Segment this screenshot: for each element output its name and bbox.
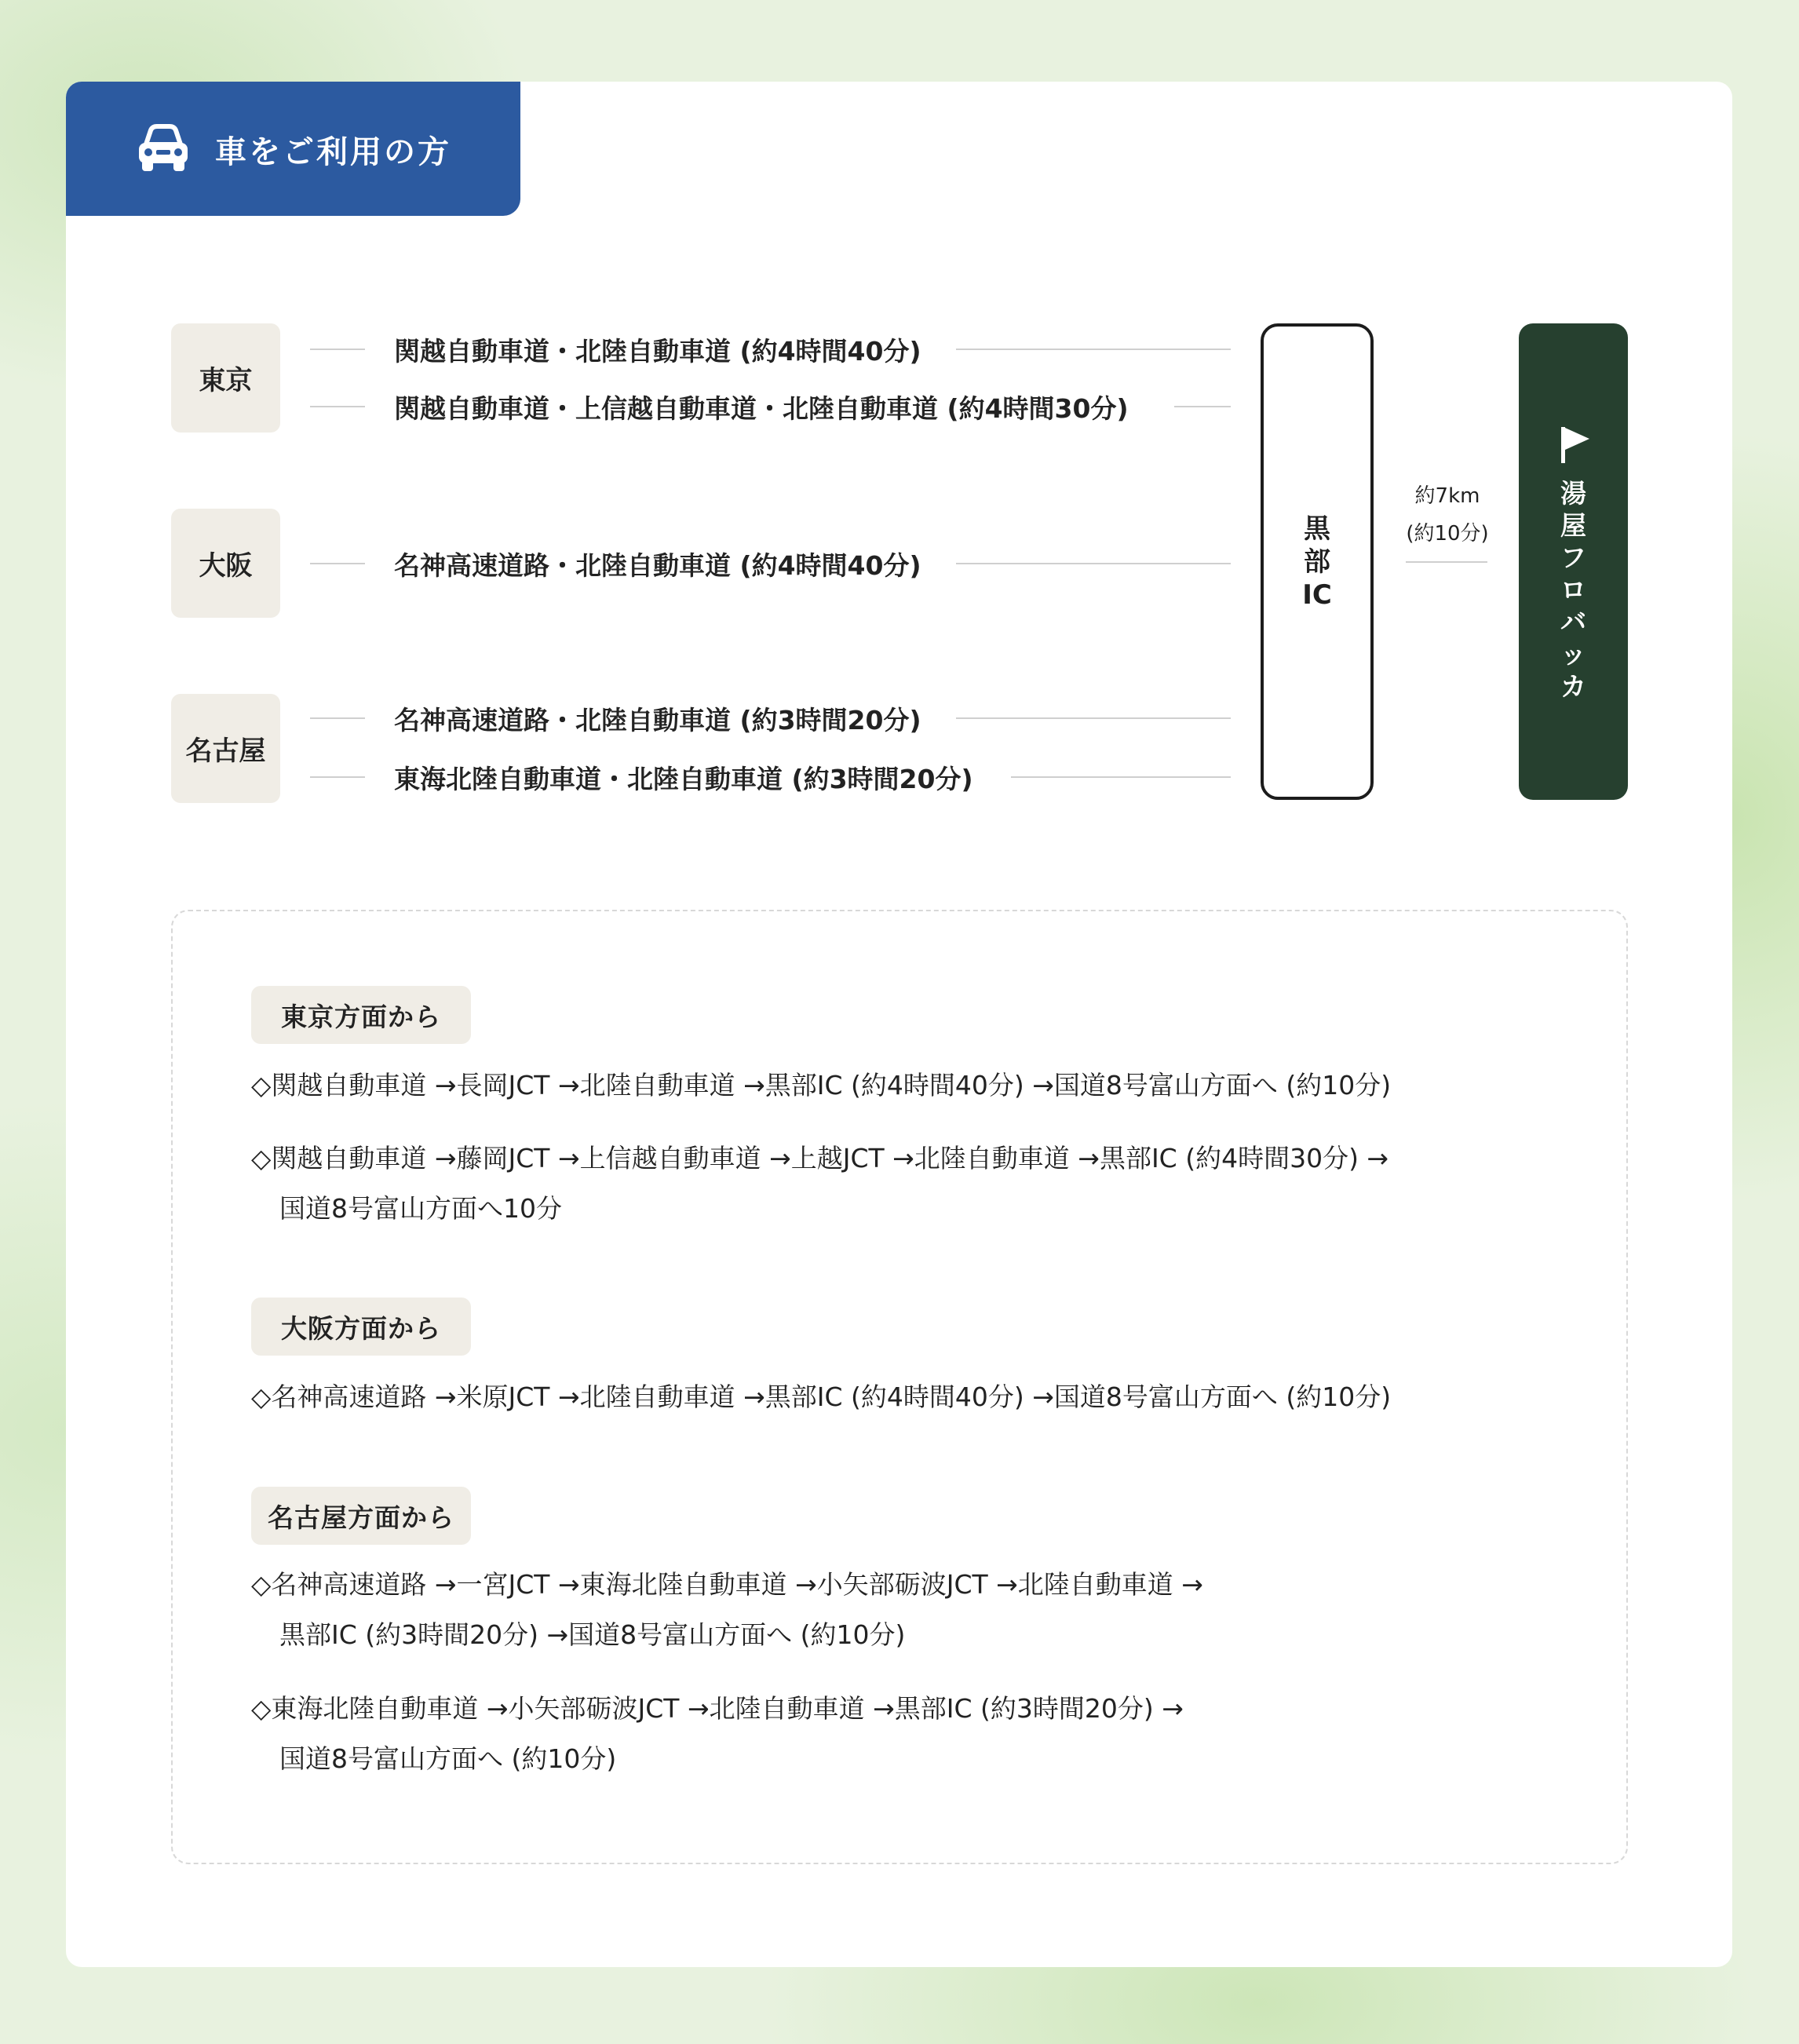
route-label: 関越自動車道・北陸自動車道 (約4時間40分)	[394, 336, 921, 367]
route-connector	[310, 717, 365, 719]
destination-char: ッ	[1560, 639, 1586, 670]
interchange-box	[1261, 323, 1374, 800]
section-title: 車をご利用の方	[215, 134, 451, 170]
section-heading-nagoya: 名古屋方面から	[251, 1487, 471, 1545]
destination-char: カ	[1560, 671, 1586, 702]
interchange-label: 黒部IC	[1302, 513, 1332, 611]
section-heading-osaka: 大阪方面から	[251, 1298, 471, 1356]
route-connector	[956, 717, 1231, 719]
route-label: 東海北陸自動車道・北陸自動車道 (約3時間20分)	[394, 764, 973, 794]
destination-char: バ	[1560, 607, 1586, 637]
route-label: 関越自動車道・上信越自動車道・北陸自動車道 (約4時間30分)	[394, 393, 1129, 424]
route-detail-text: 黒部IC (約3時間20分) →国道8号富山方面へ (約10分)	[279, 1619, 906, 1650]
route-label: 名神高速道路・北陸自動車道 (約3時間20分)	[394, 705, 921, 735]
route-detail-item	[251, 1372, 1391, 1422]
car-icon	[137, 124, 190, 173]
route-connector	[956, 349, 1231, 350]
route-detail-text: 国道8号富山方面へ (約10分)	[279, 1743, 617, 1774]
route-detail-text: ◇名神高速道路 →米原JCT →北陸自動車道 →黒部IC (約4時間40分) →国道8号富山方面へ (約10分)	[251, 1382, 1392, 1412]
duration-label: (約10分)	[1406, 522, 1489, 546]
destination-char: フ	[1560, 542, 1586, 573]
route-connector	[310, 349, 365, 350]
destination-label	[1519, 477, 1628, 703]
route-detail-text: ◇東海北陸自動車道 →小矢部砺波JCT →北陸自動車道 →黒部IC (約3時間20分) →	[251, 1693, 1184, 1724]
route-connector	[310, 406, 365, 407]
origin-tokyo: 東京	[171, 323, 280, 433]
route-detail-item	[251, 1684, 1184, 1784]
flag-icon	[1560, 425, 1591, 465]
distance-info	[1404, 477, 1491, 553]
route-connector	[310, 563, 365, 564]
destination-box	[1519, 323, 1628, 800]
route-details	[171, 910, 1628, 1864]
route-detail-item	[251, 1560, 1203, 1660]
route-detail-text: ◇関越自動車道 →長岡JCT →北陸自動車道 →黒部IC (約4時間40分) →国道8号富山方面へ (約10分)	[251, 1070, 1392, 1100]
destination-char: 屋	[1560, 510, 1586, 541]
route-detail-item	[251, 1060, 1391, 1111]
route-connector	[1174, 406, 1231, 407]
route-detail-text: ◇名神高速道路 →一宮JCT →東海北陸自動車道 →小矢部砺波JCT →北陸自動車道 →	[251, 1569, 1203, 1600]
section-heading-tokyo: 東京方面から	[251, 986, 471, 1044]
access-card	[66, 82, 1732, 1967]
route-connector	[1011, 776, 1231, 778]
origin-osaka: 大阪	[171, 509, 280, 618]
distance-label: 約7km	[1414, 484, 1480, 508]
route-detail-text: 国道8号富山方面へ10分	[279, 1193, 562, 1224]
section-header	[66, 82, 520, 216]
route-label: 名神高速道路・北陸自動車道 (約4時間40分)	[394, 550, 921, 581]
route-detail-item	[251, 1133, 1388, 1234]
distance-connector	[1406, 561, 1487, 563]
destination-char: ロ	[1560, 575, 1586, 605]
origin-nagoya: 名古屋	[171, 694, 280, 803]
route-connector	[956, 563, 1231, 564]
route-connector	[310, 776, 365, 778]
destination-char: 湯	[1560, 478, 1586, 509]
route-detail-text: ◇関越自動車道 →藤岡JCT →上信越自動車道 →上越JCT →北陸自動車道 →黒部IC (約4時間30分) →	[251, 1143, 1389, 1173]
